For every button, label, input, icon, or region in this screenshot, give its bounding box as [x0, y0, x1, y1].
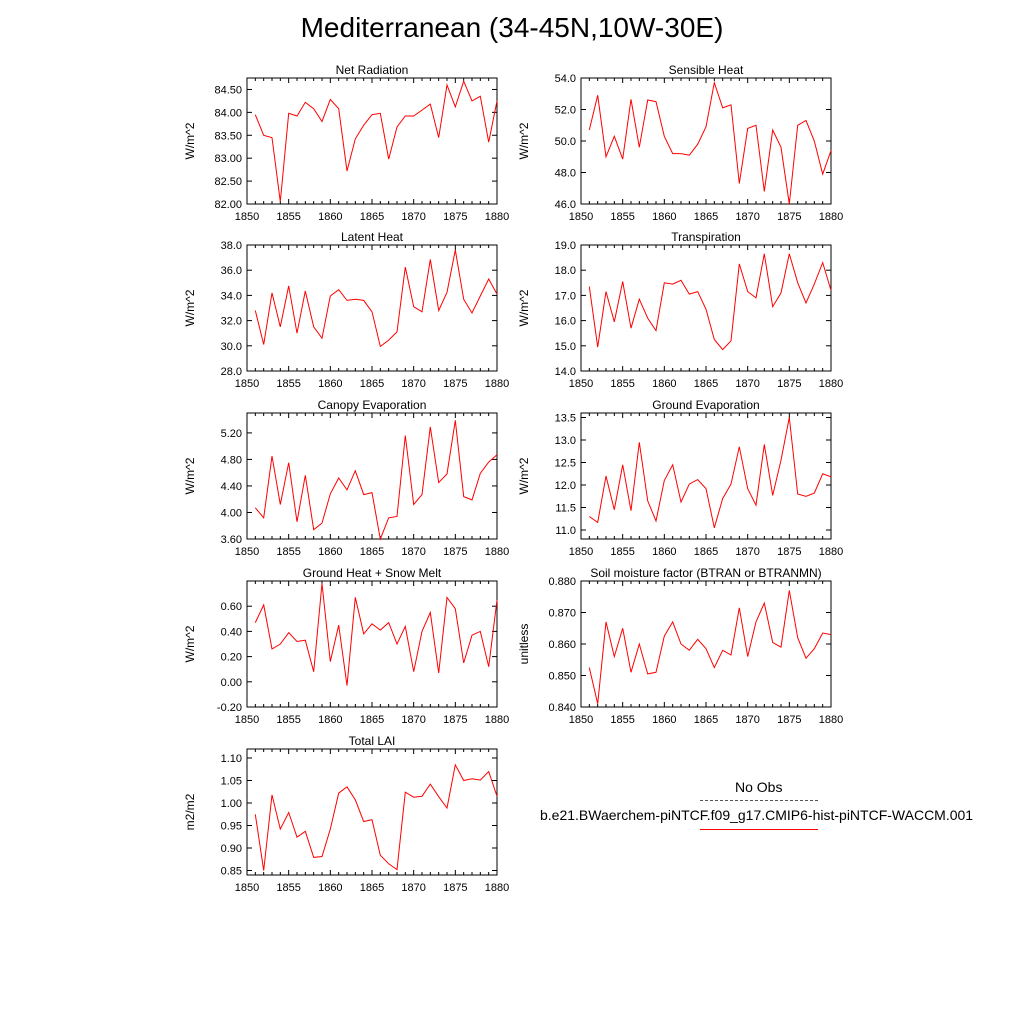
sensible-heat-xtick-label: 1850: [568, 211, 594, 223]
soil-moisture-factor-btran-or-btranmn-xtick-label: 1875: [777, 714, 802, 726]
chart-soil-moisture-factor: [506, 561, 846, 741]
ground-evaporation-xtick-label: 1865: [693, 546, 719, 558]
soil-moisture-factor-btran-or-btranmn-xtick-label: 1880: [818, 714, 844, 726]
sensible-heat-xtick-label: 1860: [652, 211, 677, 223]
soil-moisture-factor-btran-or-btranmn-series-line: [589, 590, 831, 703]
latent-heat-series-line: [255, 250, 497, 346]
ground-heat-snow-melt-chart-title: Ground Heat + Snow Melt: [302, 566, 442, 580]
ground-heat-snow-melt-ytick-label: 0.20: [220, 651, 242, 664]
net-radiation-plot-frame: [247, 78, 497, 204]
latent-heat-xtick-label: 1875: [443, 378, 468, 390]
transpiration-chart-title: Transpiration: [671, 230, 741, 244]
canopy-evaporation-ytick-label: 4.80: [220, 454, 242, 467]
sensible-heat-xtick-label: 1855: [610, 211, 635, 223]
soil-moisture-factor-btran-or-btranmn-chart-title: Soil moisture factor (BTRAN or BTRANMN): [590, 566, 822, 580]
canopy-evaporation-xtick-label: 1855: [276, 546, 301, 558]
total-lai-xtick-label: 1865: [359, 882, 385, 894]
total-lai-ytick-label: 1.00: [220, 798, 242, 810]
transpiration-xtick-label: 1860: [652, 378, 677, 390]
canopy-evaporation-series-line: [255, 420, 497, 539]
panel-canopy-evaporation: [172, 393, 512, 573]
latent-heat-xtick-label: 1855: [276, 378, 301, 390]
sensible-heat-ytick-label: 46.0: [554, 199, 576, 211]
canopy-evaporation-ytick-label: 5.20: [220, 427, 242, 440]
total-lai-ytick-label: 1.05: [220, 775, 242, 788]
sensible-heat-ytick-label: 52.0: [554, 104, 576, 117]
soil-moisture-factor-btran-or-btranmn-ytick-label: 0.850: [548, 670, 576, 683]
sensible-heat-ylabel: W/m^2: [517, 122, 531, 160]
total-lai-plot-frame: [247, 749, 497, 875]
latent-heat-xtick-label: 1860: [318, 378, 343, 390]
ground-heat-snow-melt-xtick-label: 1860: [318, 714, 343, 726]
total-lai-xtick-label: 1880: [484, 882, 510, 894]
canopy-evaporation-xtick-label: 1865: [359, 546, 385, 558]
net-radiation-ytick-label: 82.00: [214, 199, 242, 211]
soil-moisture-factor-btran-or-btranmn-xtick-label: 1855: [610, 714, 635, 726]
net-radiation-xtick-label: 1850: [234, 211, 260, 223]
canopy-evaporation-ylabel: W/m^2: [183, 457, 197, 495]
panel-net-radiation: [172, 58, 512, 238]
soil-moisture-factor-btran-or-btranmn-xtick-label: 1865: [693, 714, 719, 726]
panel-soil-moisture-factor: [506, 561, 846, 741]
sensible-heat-xtick-label: 1880: [818, 211, 844, 223]
canopy-evaporation-ytick-label: 3.60: [220, 534, 242, 546]
sensible-heat-ytick-label: 48.0: [554, 167, 576, 180]
chart-total-lai: [172, 729, 512, 909]
transpiration-xtick-label: 1880: [818, 378, 844, 390]
canopy-evaporation-xtick-label: 1870: [401, 546, 426, 558]
ground-evaporation-xtick-label: 1860: [652, 546, 677, 558]
chart-ground-evaporation: [506, 393, 846, 573]
sensible-heat-xtick-label: 1875: [777, 211, 802, 223]
chart-transpiration: [506, 225, 846, 405]
latent-heat-ylabel: W/m^2: [183, 289, 197, 327]
ground-evaporation-series-line: [589, 418, 831, 528]
ground-evaporation-ytick-label: 12.5: [554, 457, 576, 470]
ground-evaporation-plot-frame: [581, 413, 831, 539]
canopy-evaporation-plot-frame: [247, 413, 497, 539]
latent-heat-ytick-label: 34.0: [220, 290, 242, 303]
ground-evaporation-ylabel: W/m^2: [517, 457, 531, 495]
ground-evaporation-xtick-label: 1855: [610, 546, 635, 558]
transpiration-ytick-label: 15.0: [554, 340, 576, 353]
net-radiation-ytick-label: 83.50: [214, 130, 242, 143]
sensible-heat-series-line: [589, 83, 831, 204]
legend-obs-label: No Obs: [735, 779, 783, 795]
transpiration-series-line: [589, 254, 831, 350]
ground-evaporation-ytick-label: 13.0: [554, 435, 576, 447]
transpiration-xtick-label: 1850: [568, 378, 594, 390]
sensible-heat-xtick-label: 1870: [735, 211, 760, 223]
transpiration-ylabel: W/m^2: [517, 289, 531, 327]
net-radiation-ytick-label: 82.50: [214, 176, 242, 189]
total-lai-ytick-label: 0.95: [220, 820, 242, 833]
transpiration-ytick-label: 18.0: [554, 265, 576, 278]
canopy-evaporation-chart-title: Canopy Evaporation: [317, 398, 427, 412]
ground-evaporation-ytick-label: 11.0: [555, 525, 576, 537]
latent-heat-xtick-label: 1880: [484, 378, 510, 390]
panel-transpiration: [506, 225, 846, 405]
transpiration-xtick-label: 1875: [777, 378, 802, 390]
panel-ground-evaporation: [506, 393, 846, 573]
legend-model-swatch: [700, 829, 818, 830]
ground-heat-snow-melt-ylabel: W/m^2: [183, 625, 197, 663]
net-radiation-ytick-label: 84.00: [214, 107, 242, 120]
latent-heat-xtick-label: 1870: [401, 378, 426, 390]
total-lai-xtick-label: 1870: [401, 882, 426, 894]
ground-evaporation-ytick-label: 11.5: [555, 502, 576, 515]
soil-moisture-factor-btran-or-btranmn-ytick-label: 0.840: [548, 702, 576, 714]
net-radiation-xtick-label: 1855: [276, 211, 301, 223]
ground-heat-snow-melt-xtick-label: 1855: [276, 714, 301, 726]
total-lai-chart-title: Total LAI: [348, 734, 396, 748]
canopy-evaporation-xtick-label: 1860: [318, 546, 343, 558]
latent-heat-ytick-label: 38.0: [220, 240, 242, 252]
total-lai-xtick-label: 1875: [443, 882, 468, 894]
ground-heat-snow-melt-ytick-label: -0.20: [216, 702, 242, 714]
transpiration-xtick-label: 1865: [693, 378, 719, 390]
soil-moisture-factor-btran-or-btranmn-xtick-label: 1860: [652, 714, 677, 726]
total-lai-xtick-label: 1850: [234, 882, 260, 894]
sensible-heat-ytick-label: 50.0: [554, 136, 576, 148]
chart-canopy-evaporation: [172, 393, 512, 573]
panel-latent-heat: [172, 225, 512, 405]
panel-ground-heat-snow-melt: [172, 561, 512, 741]
canopy-evaporation-xtick-label: 1875: [443, 546, 468, 558]
latent-heat-xtick-label: 1850: [234, 378, 260, 390]
sensible-heat-chart-title: Sensible Heat: [668, 63, 744, 77]
soil-moisture-factor-btran-or-btranmn-ytick-label: 0.870: [548, 607, 576, 620]
net-radiation-xtick-label: 1875: [443, 211, 468, 223]
transpiration-xtick-label: 1870: [735, 378, 760, 390]
chart-net-radiation: [172, 58, 512, 238]
transpiration-plot-frame: [581, 245, 831, 371]
ground-evaporation-ytick-label: 12.0: [554, 480, 576, 492]
ground-evaporation-xtick-label: 1880: [818, 546, 844, 558]
transpiration-ytick-label: 16.0: [554, 315, 576, 328]
chart-ground-heat-snow-melt: [172, 561, 512, 741]
ground-heat-snow-melt-xtick-label: 1880: [484, 714, 510, 726]
latent-heat-ytick-label: 36.0: [220, 265, 242, 278]
chart-latent-heat: [172, 225, 512, 405]
ground-heat-snow-melt-ytick-label: 0.00: [220, 676, 242, 689]
sensible-heat-plot-frame: [581, 78, 831, 204]
net-radiation-ytick-label: 84.50: [214, 84, 242, 97]
total-lai-xtick-label: 1855: [276, 882, 301, 894]
transpiration-ytick-label: 14.0: [554, 366, 576, 378]
canopy-evaporation-ytick-label: 4.40: [220, 480, 242, 493]
total-lai-xtick-label: 1860: [318, 882, 343, 894]
transpiration-ytick-label: 19.0: [554, 240, 576, 252]
ground-evaporation-xtick-label: 1870: [735, 546, 760, 558]
total-lai-ytick-label: 0.85: [220, 865, 242, 878]
latent-heat-ytick-label: 30.0: [220, 340, 242, 353]
net-radiation-xtick-label: 1870: [401, 211, 426, 223]
ground-heat-snow-melt-ytick-label: 0.40: [220, 626, 242, 639]
soil-moisture-factor-btran-or-btranmn-ytick-label: 0.880: [548, 576, 576, 588]
soil-moisture-factor-btran-or-btranmn-ylabel: unitless: [517, 623, 531, 665]
page-title: Mediterranean (34-45N,10W-30E): [300, 12, 724, 43]
net-radiation-ytick-label: 83.00: [214, 153, 242, 166]
canopy-evaporation-xtick-label: 1880: [484, 546, 510, 558]
net-radiation-xtick-label: 1880: [484, 211, 510, 223]
ground-heat-snow-melt-xtick-label: 1870: [401, 714, 426, 726]
transpiration-xtick-label: 1855: [610, 378, 635, 390]
soil-moisture-factor-btran-or-btranmn-xtick-label: 1870: [735, 714, 760, 726]
transpiration-ytick-label: 17.0: [554, 290, 576, 303]
latent-heat-ytick-label: 28.0: [220, 366, 242, 378]
total-lai-series-line: [255, 765, 497, 871]
panel-total-lai: [172, 729, 512, 909]
ground-heat-snow-melt-xtick-label: 1875: [443, 714, 468, 726]
soil-moisture-factor-btran-or-btranmn-xtick-label: 1850: [568, 714, 594, 726]
sensible-heat-ytick-label: 54.0: [554, 73, 576, 85]
ground-evaporation-xtick-label: 1875: [777, 546, 802, 558]
legend-model-label: b.e21.BWaerchem-piNTCF.f09_g17.CMIP6-hist-piNTCF-WACCM.001: [540, 807, 974, 823]
latent-heat-ytick-label: 32.0: [220, 315, 242, 328]
chart-sensible-heat: [506, 58, 846, 238]
canopy-evaporation-xtick-label: 1850: [234, 546, 260, 558]
net-radiation-series-line: [255, 81, 497, 202]
net-radiation-ylabel: W/m^2: [183, 122, 197, 160]
canopy-evaporation-ytick-label: 4.00: [220, 507, 242, 520]
soil-moisture-factor-btran-or-btranmn-ytick-label: 0.860: [548, 639, 576, 651]
total-lai-ylabel: m2/m2: [183, 793, 197, 831]
ground-heat-snow-melt-xtick-label: 1850: [234, 714, 260, 726]
latent-heat-chart-title: Latent Heat: [340, 230, 404, 244]
ground-evaporation-chart-title: Ground Evaporation: [652, 398, 760, 412]
net-radiation-xtick-label: 1860: [318, 211, 343, 223]
ground-evaporation-ytick-label: 13.5: [554, 412, 576, 425]
total-lai-ytick-label: 1.10: [220, 753, 242, 765]
ground-heat-snow-melt-plot-frame: [247, 581, 497, 707]
ground-heat-snow-melt-ytick-label: 0.60: [220, 601, 242, 614]
ground-evaporation-xtick-label: 1850: [568, 546, 594, 558]
legend-obs-swatch: [700, 800, 818, 801]
net-radiation-chart-title: Net Radiation: [335, 63, 409, 77]
panel-sensible-heat: [506, 58, 846, 238]
total-lai-ytick-label: 0.90: [220, 843, 242, 855]
latent-heat-xtick-label: 1865: [359, 378, 385, 390]
sensible-heat-xtick-label: 1865: [693, 211, 719, 223]
net-radiation-xtick-label: 1865: [359, 211, 385, 223]
ground-heat-snow-melt-series-line: [255, 584, 497, 686]
ground-heat-snow-melt-xtick-label: 1865: [359, 714, 385, 726]
